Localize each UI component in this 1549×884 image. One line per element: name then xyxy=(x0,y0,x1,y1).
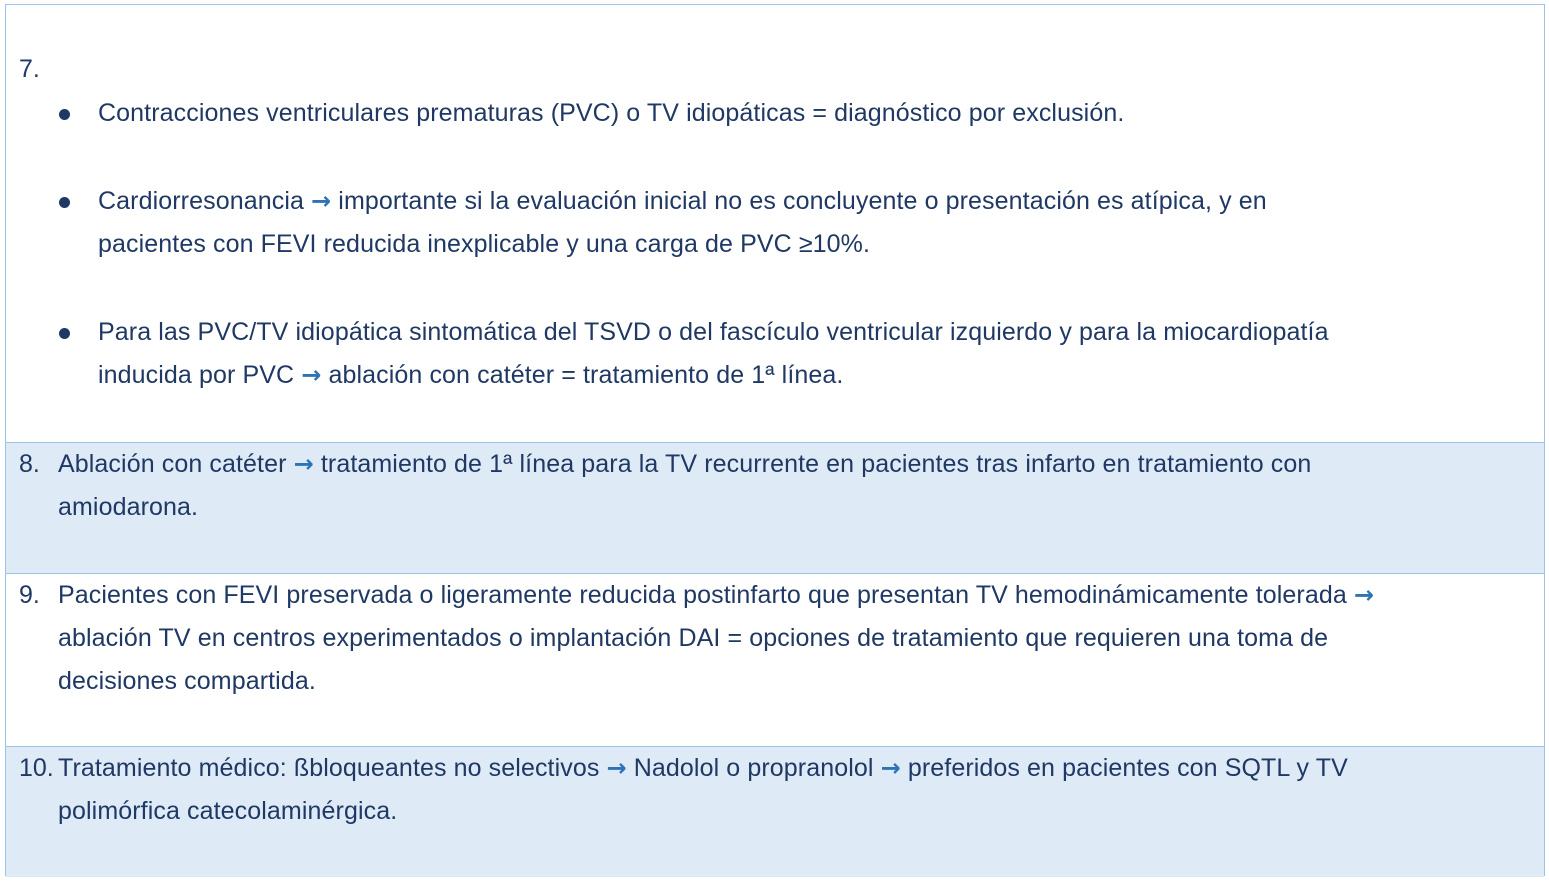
table-row-8 xyxy=(6,442,1544,573)
bullet-text-line: pacientes con FEVI reducida inexplicable y una carga de PVC ≥10%. xyxy=(98,230,871,258)
bullet-text-line: inducida por PVC → ablación con catéter = tratamiento de 1ª línea. xyxy=(98,361,844,389)
recommendations-table xyxy=(5,4,1545,876)
bullet-icon xyxy=(59,109,70,120)
item-text-line: polimórfica catecolaminérgica. xyxy=(58,797,398,825)
item-text-line: decisiones compartida. xyxy=(58,667,316,695)
arrow-right-icon: → xyxy=(1353,581,1375,609)
arrow-right-icon: → xyxy=(880,754,901,782)
arrow-right-icon: → xyxy=(293,450,314,478)
bullet-text-line: Cardiorresonancia → importante si la evaluación inicial no es concluyente o presentación es atípica, y en xyxy=(98,187,1267,215)
bullet-text-line: Para las PVC/TV idiopática sintomática del TSVD o del fascículo ventricular izquierdo y para la miocardiopatía xyxy=(98,318,1329,346)
item-number: 8. xyxy=(19,450,40,478)
item-number: 7. xyxy=(19,55,40,83)
arrow-right-icon: → xyxy=(301,361,322,389)
arrow-right-icon: → xyxy=(606,754,627,782)
item-text-line: Ablación con catéter → tratamiento de 1ª línea para la TV recurrente en pacientes tras infarto en tratamiento con xyxy=(58,450,1312,478)
arrow-right-icon: → xyxy=(311,187,332,215)
table-row-9 xyxy=(6,573,1544,746)
item-number: 10. xyxy=(19,754,54,782)
item-text-line: Tratamiento médico: ßbloqueantes no selectivos → Nadolol o propranolol → preferidos en pacientes con SQTL y TV xyxy=(58,754,1348,782)
table-row-7 xyxy=(6,5,1544,442)
bullet-icon xyxy=(59,197,70,208)
item-text-line: amiodarona. xyxy=(58,493,199,521)
table-row-10 xyxy=(6,746,1544,877)
bullet-text-line: Contracciones ventriculares prematuras (PVC) o TV idiopáticas = diagnóstico por exclusión. xyxy=(98,99,1125,127)
item-text-line: ablación TV en centros experimentados o implantación DAI = opciones de tratamiento que requieren una toma de xyxy=(58,624,1329,652)
item-text-line: Pacientes con FEVI preservada o ligeramente reducida postinfarto que presentan TV hemodinámicamente tolerada → xyxy=(58,581,1375,609)
bullet-icon xyxy=(59,328,70,339)
item-number: 9. xyxy=(19,581,40,609)
